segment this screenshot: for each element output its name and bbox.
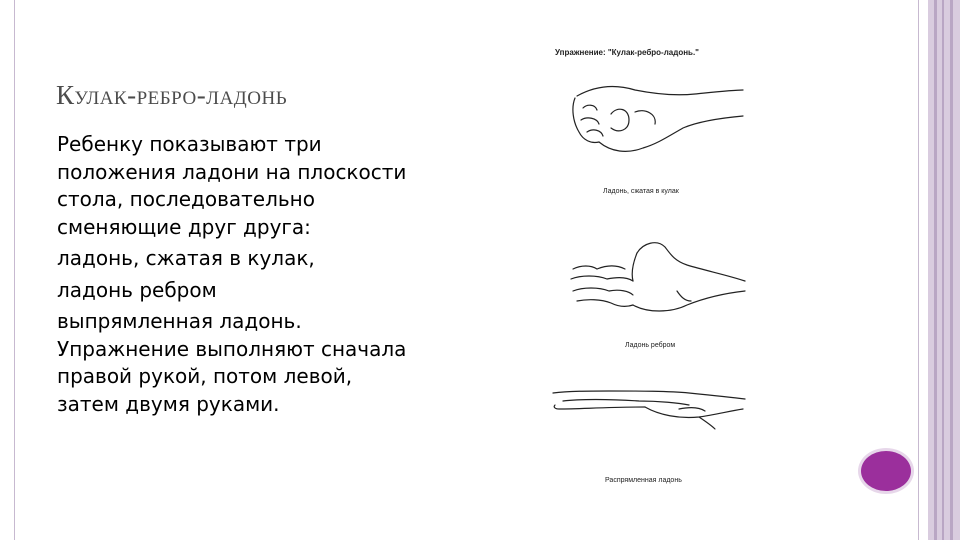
band-stripe xyxy=(934,0,937,540)
illustration-title: Упражнение: "Кулак-ребро-ладонь." xyxy=(555,48,699,57)
band-stripe xyxy=(950,0,953,540)
flat-palm-caption: Распрямленная ладонь xyxy=(605,477,682,484)
body-paragraph: ладонь ребром xyxy=(57,277,217,302)
palm-edge-drawing xyxy=(567,235,747,325)
hands-illustration xyxy=(545,40,755,500)
palm-edge-caption: Ладонь ребром xyxy=(625,342,676,349)
band-stripe xyxy=(942,0,944,540)
fist-drawing xyxy=(565,78,745,158)
flat-palm-drawing xyxy=(549,385,749,445)
body-paragraph: Ребенку показывают три положения ладони на плоскости стола, последовательно сменяющие друг друга: xyxy=(57,132,407,239)
slide-body xyxy=(57,131,417,418)
body-paragraph: ладонь, сжатая в кулак, xyxy=(57,246,315,270)
body-paragraph: выпрямленная ладонь. Упражнение выполняют сначала правой рукой, потом левой, затем двумя руками. xyxy=(57,309,407,416)
decorative-circle xyxy=(858,448,914,494)
fist-caption: Ладонь, сжатая в кулак xyxy=(603,188,679,195)
slide-title: Кулак-ребро-ладонь xyxy=(56,80,288,110)
decorative-side-band xyxy=(928,0,960,540)
